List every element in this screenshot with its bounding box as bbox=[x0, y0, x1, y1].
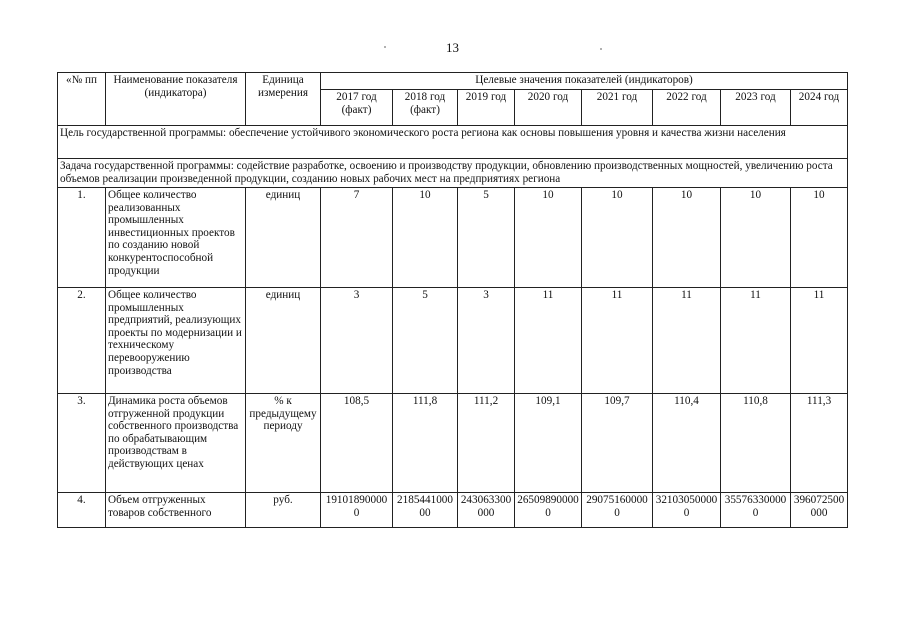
table-row bbox=[58, 188, 848, 288]
value-cell: 11 bbox=[721, 288, 791, 394]
value-cell: 10 bbox=[393, 188, 458, 288]
header-year: 2022 год bbox=[653, 90, 721, 126]
value-cell: 355763300000 bbox=[721, 493, 791, 528]
header-year: 2018 год (факт) bbox=[393, 90, 458, 126]
value-cell: 11 bbox=[582, 288, 653, 394]
value-cell: 321030500000 bbox=[653, 493, 721, 528]
header-year: 2017 год (факт) bbox=[321, 90, 393, 126]
unit: руб. bbox=[246, 493, 321, 528]
indicator-name: Динамика роста объемов отгруженной продукции собственного производства по обрабатывающим производствам в действующих ценах bbox=[106, 394, 246, 493]
indicator-name: Общее количество промышленных предприятий, реализующих проекты по модернизации и техническому перевооружению производства bbox=[106, 288, 246, 394]
header-indicator-name: Наименование показателя (индикатора) bbox=[106, 73, 246, 126]
table-row bbox=[58, 394, 848, 493]
header-num: «№ пп bbox=[58, 73, 106, 126]
value-cell: 10 bbox=[653, 188, 721, 288]
program-goal: Цель государственной программы: обеспечение устойчивого экономического роста региона как основы повышения уровня и качества жизни населения bbox=[58, 126, 848, 159]
value-cell: 10 bbox=[721, 188, 791, 288]
value-cell: 111,3 bbox=[791, 394, 848, 493]
row-num: 2. bbox=[58, 288, 106, 394]
scan-speck bbox=[384, 46, 386, 48]
header-target-values: Целевые значения показателей (индикаторов) bbox=[321, 73, 848, 90]
value-cell: 111,8 bbox=[393, 394, 458, 493]
value-cell: 11 bbox=[515, 288, 582, 394]
indicators-table bbox=[57, 72, 848, 528]
unit: единиц bbox=[246, 288, 321, 394]
value-cell: 10 bbox=[791, 188, 848, 288]
header-year: 2021 год bbox=[582, 90, 653, 126]
header-year: 2024 год bbox=[791, 90, 848, 126]
value-cell: 7 bbox=[321, 188, 393, 288]
value-cell: 109,1 bbox=[515, 394, 582, 493]
value-cell: 5 bbox=[458, 188, 515, 288]
value-cell: 191018900000 bbox=[321, 493, 393, 528]
value-cell: 10 bbox=[582, 188, 653, 288]
value-cell: 243063300000 bbox=[458, 493, 515, 528]
header-year: 2023 год bbox=[721, 90, 791, 126]
unit: % к предыдущему периоду bbox=[246, 394, 321, 493]
value-cell: 10 bbox=[515, 188, 582, 288]
value-cell: 11 bbox=[653, 288, 721, 394]
value-cell: 110,4 bbox=[653, 394, 721, 493]
header-unit: Единица измерения bbox=[246, 73, 321, 126]
value-cell: 11 bbox=[791, 288, 848, 394]
table-row bbox=[58, 288, 848, 394]
value-cell: 396072500000 bbox=[791, 493, 848, 528]
header-row bbox=[58, 73, 848, 90]
value-cell: 108,5 bbox=[321, 394, 393, 493]
header-year: 2020 год bbox=[515, 90, 582, 126]
goal-row bbox=[58, 126, 848, 159]
indicator-name: Общее количество реализованных промышленных инвестиционных проектов по созданию новой конкурентоспособной продукции bbox=[106, 188, 246, 288]
row-num: 3. bbox=[58, 394, 106, 493]
value-cell: 3 bbox=[458, 288, 515, 394]
value-cell: 111,2 bbox=[458, 394, 515, 493]
header-year: 2019 год bbox=[458, 90, 515, 126]
value-cell: 5 bbox=[393, 288, 458, 394]
value-cell: 3 bbox=[321, 288, 393, 394]
task-row bbox=[58, 159, 848, 188]
value-cell: 290751600000 bbox=[582, 493, 653, 528]
row-num: 4. bbox=[58, 493, 106, 528]
unit: единиц bbox=[246, 188, 321, 288]
program-task: Задача государственной программы: содействие разработке, освоению и производству продукции, обновлению производственных мощностей, увеличению роста объемов реализации произведенной продукции, созданию новых рабочих мест на предприятиях региона bbox=[58, 159, 848, 188]
scan-speck bbox=[600, 48, 602, 50]
row-num: 1. bbox=[58, 188, 106, 288]
value-cell: 265098900000 bbox=[515, 493, 582, 528]
indicator-name: Объем отгруженных товаров собственного bbox=[106, 493, 246, 528]
value-cell: 218544100000 bbox=[393, 493, 458, 528]
page-number: 13 bbox=[446, 40, 459, 55]
value-cell: 109,7 bbox=[582, 394, 653, 493]
table-row bbox=[58, 493, 848, 528]
value-cell: 110,8 bbox=[721, 394, 791, 493]
